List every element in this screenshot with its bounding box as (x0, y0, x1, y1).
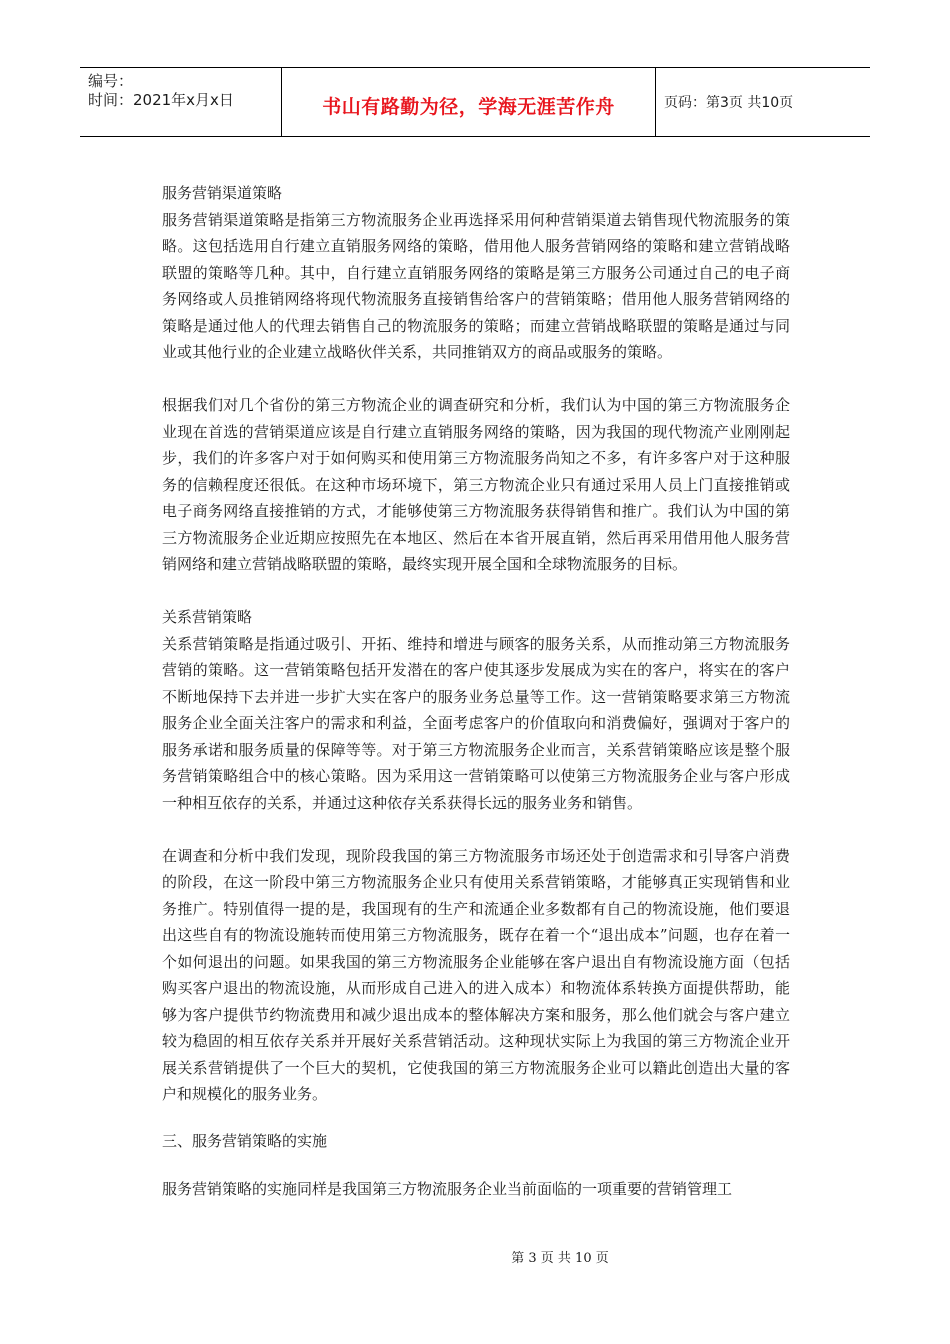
paragraph: 服务营销渠道策略是指第三方物流服务企业再选择采用何种营销渠道去销售现代物流服务的策略。这包括选用自行建立直销服务网络的策略，借用他人服务营销网络的策略和建立营销战略联盟的策略等几种。其中，自行建立直销服务网络的策略是第三方服务公司通过自己的电子商务网络或人员推销网络将现代物流服务直接销售给客户的营销策略；借用他人服务营销网络的策略是通过他人的代理去销售自己的物流服务的策略；而建立营销战略联盟的策略是通过与同业或其他行业的企业建立战略伙伴关系，共同推销双方的商品或服务的策略。 (162, 210, 790, 361)
section-heading-relationship: 关系营销策略 (162, 608, 253, 626)
section-heading-implementation: 三、服务营销策略的实施 (162, 1131, 328, 1150)
paragraph: 在调查和分析中我们发现，现阶段我国的第三方物流服务市场还处于创造需求和引导客户消费的阶段，在这一阶段中第三方物流服务企业只有使用关系营销策略，才能够真正实现销售和业务推广。特别值得一提的是，我国现有的生产和流通企业多数都有自己的物流设施，他们要退出这些自有的物流设施转而使用第三方物流服务，既存在着一个“退出成本”问题，也存在着一个如何退出的问题。如果我国的第三方物流服务企业能够在客户退出自有物流设施方面（包括购买客户退出的物流设施，从而形成自己进入的进入成本）和物流体系转换方面提供帮助，能够为客户提供节约物流费用和减少退出成本的整体解决方案和服务，那么他们就会与客户建立较为稳固的相互依存关系并开展好关系营销活动。这种现状实际上为我国的第三方物流企业开展关系营销提供了一个巨大的契机，它使我国的第三方物流服务企业可以籍此创造出大量的客户和规模化的服务业务。 (162, 846, 790, 1103)
page-footer: 第 3 页 共 10 页 (511, 1251, 609, 1266)
section-heading-channel: 服务营销渠道策略 (162, 184, 283, 202)
header-page-label: 页码：第3页 共10页 (664, 95, 794, 111)
page-header (80, 67, 870, 137)
paragraph: 服务营销策略的实施同样是我国第三方物流服务企业当前面临的一项重要的营销管理工 (162, 1180, 733, 1198)
header-motto: 书山有路勤为径，学海无涯苦作舟 (282, 68, 656, 136)
paragraph: 关系营销策略是指通过吸引、开拓、维持和增进与顾客的服务关系，从而推动第三方物流服务营销的策略。这一营销策略包括开发潜在的客户使其逐步发展成为实在的客户，将实在的客户不断地保持下去并进一步扩大实在客户的服务业务总量等工作。这一营销策略要求第三方物流服务企业全面关注客户的需求和利益，全面考虑客户的价值取向和消费偏好，强调对于客户的服务承诺和服务质量的保障等等。对于第三方物流服务企业而言，关系营销策略应该是整个服务营销策略组合中的核心策略。因为采用这一营销策略可以使第三方物流服务企业与客户形成一种相互依存的关系，并通过这种依存关系获得长远的服务业务和销售。 (162, 634, 790, 812)
document-body (162, 180, 790, 1203)
paragraph: 根据我们对几个省份的第三方物流企业的调查研究和分析，我们认为中国的第三方物流服务企业现在首选的营销渠道应该是自行建立直销服务网络的策略，因为我国的现代物流产业刚刚起步，我们的许多客户对于如何购买和使用第三方物流服务尚知之不多，有许多客户对于这种服务的信赖程度还很低。在这种市场环境下，第三方物流企业只有通过采用人员上门直接推销或电子商务网络直接推销的方式，才能够使第三方物流服务获得销售和推广。我们认为中国的第三方物流服务企业近期应按照先在本地区、然后在本省开展直销，然后再采用借用他人服务营销网络和建立营销战略联盟的策略，最终实现开展全国和全球物流服务的目标。 (162, 396, 790, 573)
header-meta (80, 68, 282, 136)
date-label: 时间：2021年x月x日 (88, 91, 234, 109)
number-label: 编号： (88, 72, 134, 90)
